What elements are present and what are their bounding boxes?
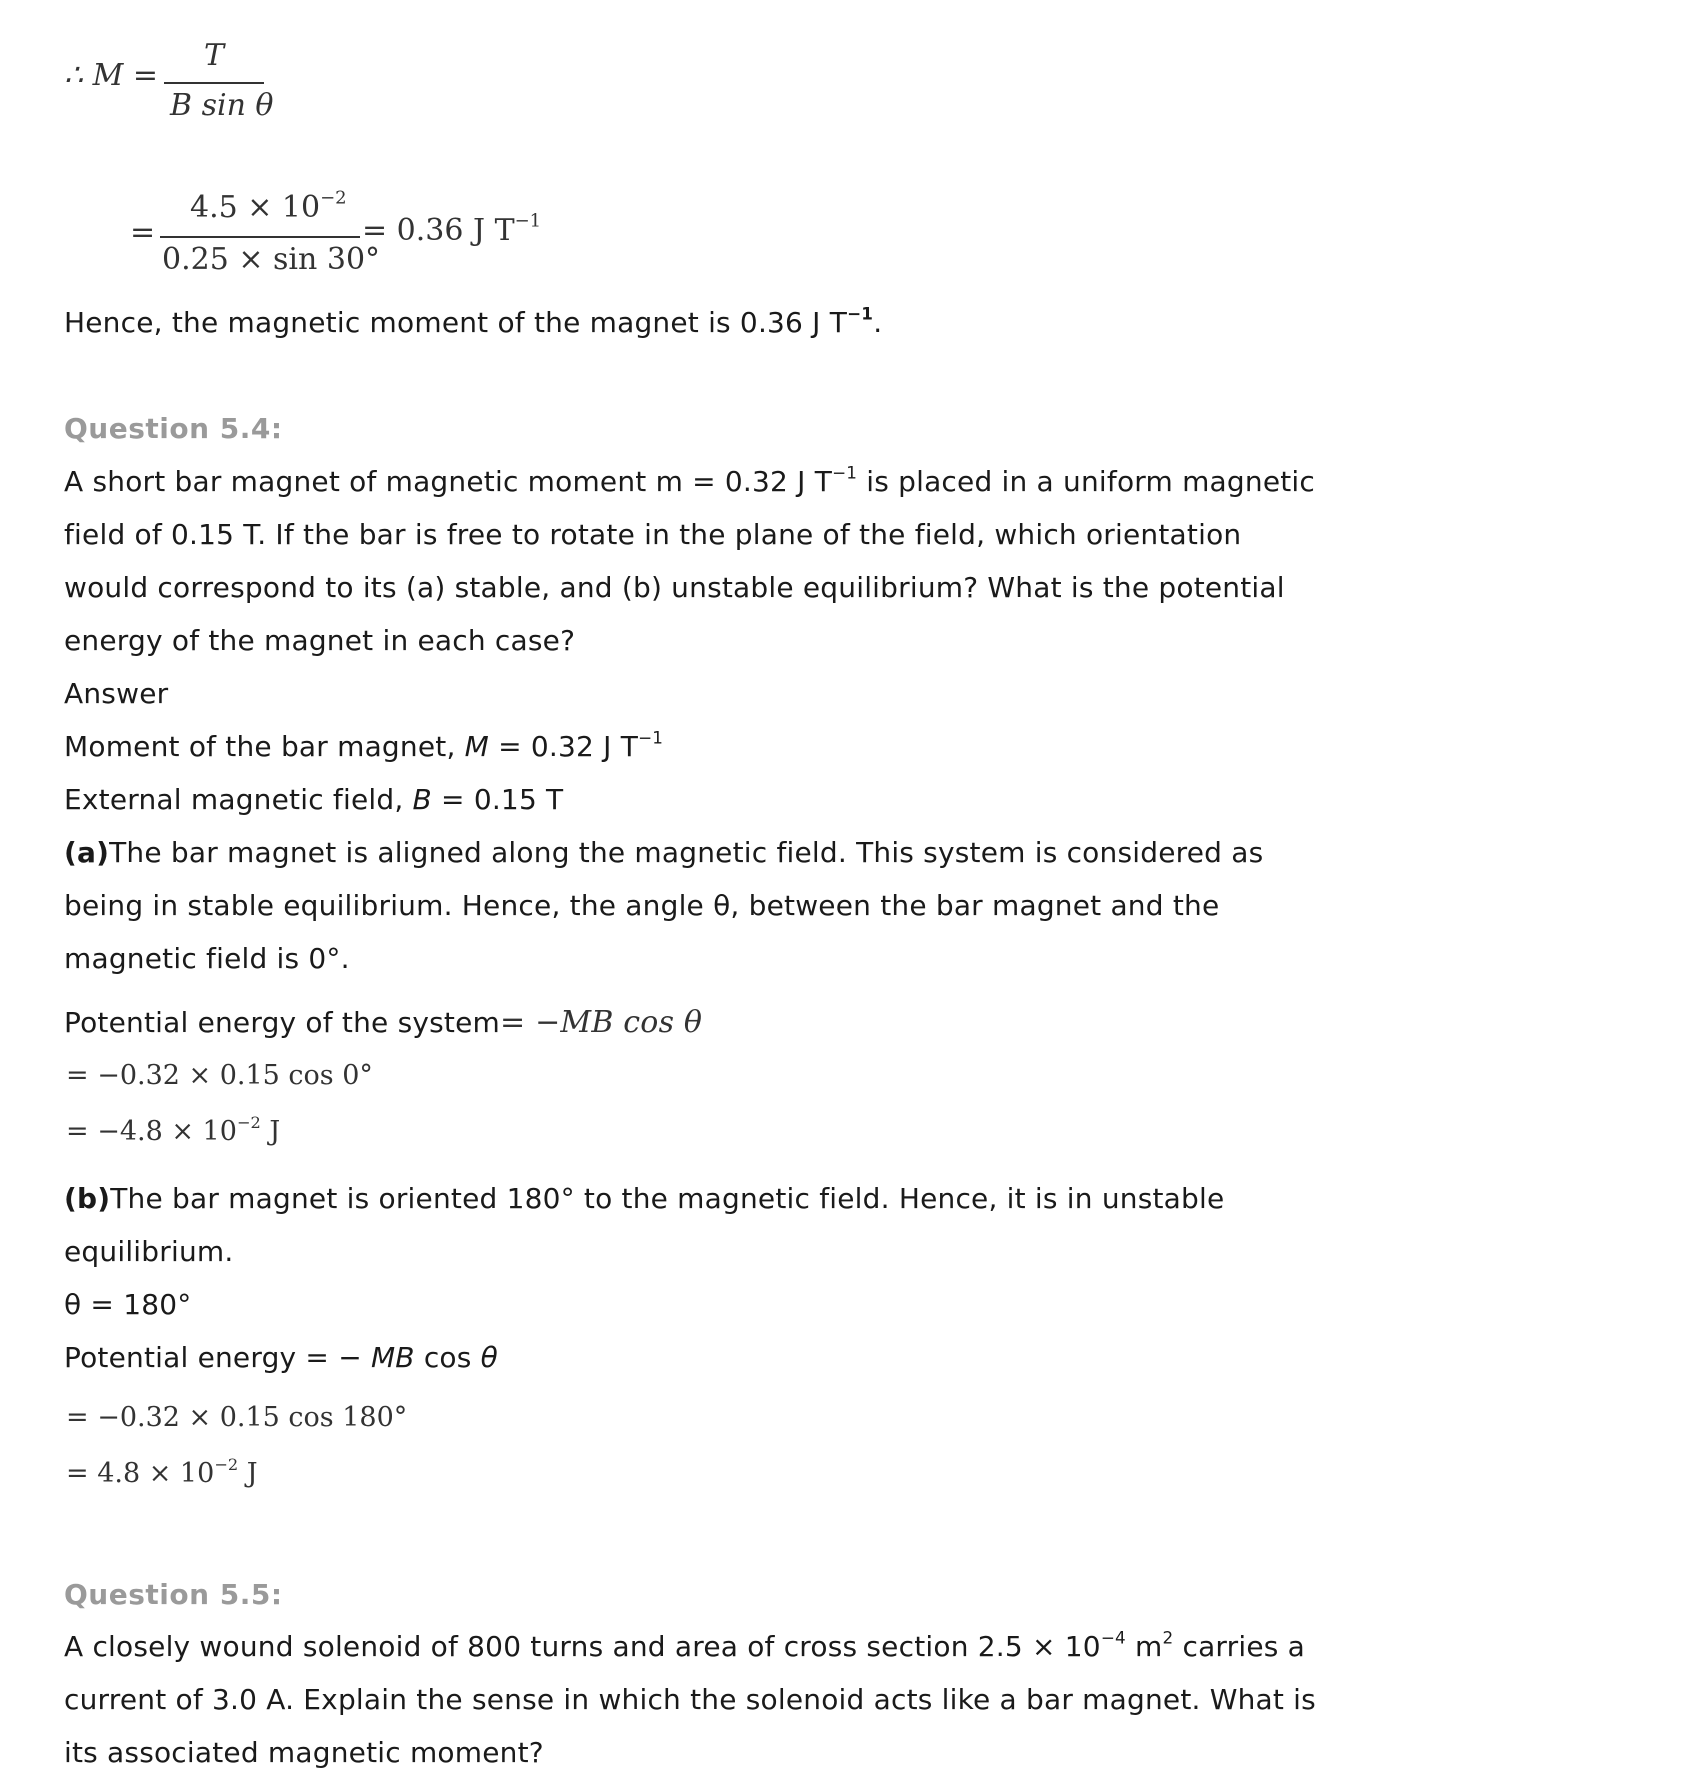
question-line: energy of the magnet in each case?	[64, 624, 576, 657]
question-5-5-text	[64, 1620, 1404, 1779]
question-line: A short bar magnet of magnetic moment m = 0.32 J $T^{-1}$ is placed in a uniform magnetic	[64, 462, 1316, 498]
part-b-line: (b)The bar magnet is oriented 180° to the magnetic field. Hence, it is in unstable	[64, 1182, 1225, 1215]
pe-system-line: Potential energy of the system= −MB cos θ	[64, 1005, 703, 1040]
question-line: its associated magnetic moment?	[64, 1736, 544, 1769]
moment-line: Moment of the bar magnet, M = 0.32 J $T^{-1}$	[64, 727, 664, 763]
theta-line: θ = 180°	[64, 1288, 192, 1321]
fraction-denominator: B sin θ	[170, 88, 274, 123]
question-5-4-heading: Question 5.4:	[64, 412, 283, 445]
question-line: current of 3.0 A. Explain the sense in which the solenoid acts like a bar magnet. What is	[64, 1683, 1316, 1716]
field-line: External magnetic field, B = 0.15 T	[64, 783, 564, 816]
calc-fraction-bar	[160, 236, 360, 238]
calc-result: = 0.36 J $T^{-1}$	[362, 210, 542, 248]
fraction-numerator: T	[204, 38, 225, 73]
therefore-m: ∴ M =	[64, 58, 159, 93]
question-line: field of 0.15 T. If the bar is free to rotate in the plane of the field, which orientation	[64, 518, 1242, 551]
part-b-text	[64, 1172, 1404, 1384]
pe-a-step1: = −0.32 × 0.15 cos 0°	[66, 1060, 373, 1091]
part-a-line: (a)The bar magnet is aligned along the magnetic field. This system is considered as	[64, 836, 1264, 869]
part-a-line: magnetic field is 0°.	[64, 942, 350, 975]
pe-a-step2: = $-4.8 \times 10^{-2}$ J	[66, 1112, 281, 1147]
pe-b-line: Potential energy = − MB cos θ	[64, 1341, 498, 1374]
calc-denominator: 0.25 × sin 30°	[162, 242, 381, 277]
pe-b-step2: = $4.8 \times 10^{-2}$ J	[66, 1454, 258, 1489]
conclusion-text: Hence, the magnetic moment of the magnet is 0.36 J $T^{-1}$.	[64, 303, 883, 339]
part-a-line: being in stable equilibrium. Hence, the angle θ, between the bar magnet and the	[64, 889, 1220, 922]
part-b-line: equilibrium.	[64, 1235, 234, 1268]
question-line: would correspond to its (a) stable, and (b) unstable equilibrium? What is the potential	[64, 571, 1285, 604]
question-line: A closely wound solenoid of 800 turns and area of cross section $2.5 \times 10^{-4}$ $m^2$ carries a	[64, 1627, 1306, 1663]
question-5-4-text	[64, 455, 1404, 985]
calc-equals: =	[130, 215, 156, 250]
question-5-5-heading: Question 5.5:	[64, 1578, 283, 1611]
fraction-bar	[164, 82, 264, 84]
pe-b-step1: = −0.32 × 0.15 cos 180°	[66, 1402, 408, 1433]
answer-label: Answer	[64, 677, 169, 710]
calc-numerator: $4.5 \times 10^{-2}$	[190, 187, 347, 225]
